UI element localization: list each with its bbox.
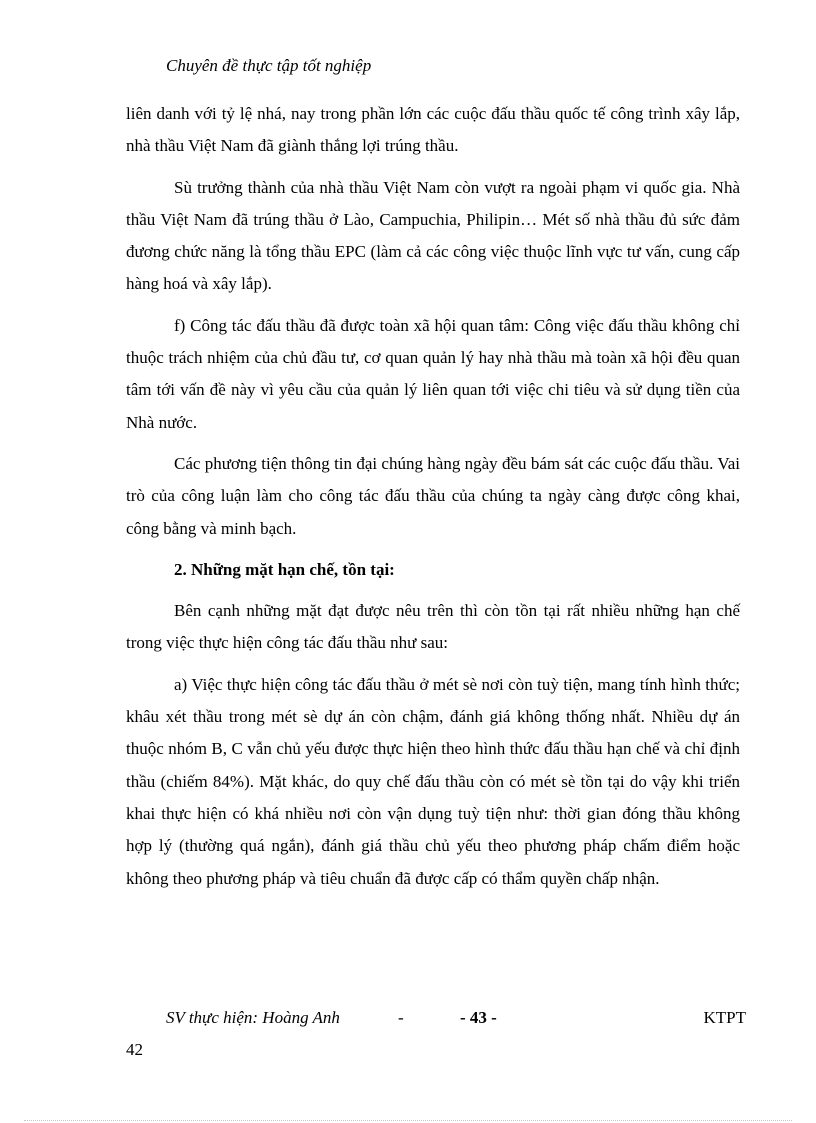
footer-page-number: - 43 - — [460, 1008, 497, 1027]
paragraph-continuation: liên danh với tỷ lệ nhá, nay trong phần lớn các cuộc đấu thầu quốc tế công trình xây lắp, nhà thầu Việt Nam đã giành thắng lợi trúng thầu. — [126, 104, 740, 156]
footer-author: SV thực hiện: Hoàng Anh — [166, 1008, 340, 1027]
document-header-title: Chuyên đề thực tập tốt nghiệp — [166, 56, 372, 75]
section-heading-limitations: 2. Những mặt hạn chế, tồn tại: — [174, 559, 395, 579]
paragraph-limitations-intro: Bên cạnh những mặt đạt được nêu trên thì còn tồn tại rất nhiều những hạn chế trong việc thực hiện công tác đấu thầu như sau: — [126, 601, 740, 653]
paragraph-limitation-a: a) Việc thực hiện công tác đấu thầu ở mét sè nơi còn tuỳ tiện, mang tính hình thức; khâu xét thầu trong mét sè dự án còn chậm, đánh giá không thống nhất. Nhiều dự án thuộc nhóm B, C vẫn chủ yếu được thực hiện theo hình thức đấu thầu hạn chế và chỉ định thầu (chiếm 84%). Mặt khác, do quy chế đấu thầu còn có mét sè tồn tại do vậy khi triển khai thực hiện có khá nhiều nơi còn vận dụng tuỳ tiện như: thời gian đóng thầu không hợp lý (thường quá ngắn), đánh giá thầu chủ yếu theo phương pháp chấm điểm hoặc không theo phương pháp và tiêu chuẩn đã được cấp có thẩm quyền chấp nhận. — [126, 674, 740, 888]
footer-separator: - — [398, 1008, 404, 1027]
paragraph-public-interest: f) Công tác đấu thầu đã được toàn xã hội quan tâm: Công việc đấu thầu không chỉ thuộc trách nhiệm của chủ đầu tư, cơ quan quản lý hay nhà thầu mà toàn xã hội đều quan tâm tới vấn đề này vì yêu cầu của quản lý liên quan tới việc chi tiêu và sử dụng tiền của Nhà nước. — [126, 315, 740, 432]
paragraph-media: Các phương tiện thông tin đại chúng hàng ngày đều bám sát các cuộc đấu thầu. Vai trò của công luận làm cho công tác đấu thầu của chúng ta ngày càng được công khai, công bằng và minh bạch. — [126, 453, 740, 538]
page-number: 42 — [126, 1040, 143, 1059]
paragraph-growth: Sù trưởng thành của nhà thầu Việt Nam còn vượt ra ngoài phạm vi quốc gia. Nhà thầu Việt Nam đã trúng thầu ở Lào, Campuchia, Philipin… Mét số nhà thầu đủ sức đảm đương chức năng là tổng thầu EPC (làm cả các công việc thuộc lĩnh vực tư vấn, cung cấp hàng hoá và xây lắp). — [126, 177, 740, 294]
document-body — [126, 98, 740, 904]
document-footer — [166, 1008, 746, 1032]
page-bottom-dotted-divider — [24, 1120, 792, 1121]
footer-department: KTPT — [703, 1008, 746, 1027]
